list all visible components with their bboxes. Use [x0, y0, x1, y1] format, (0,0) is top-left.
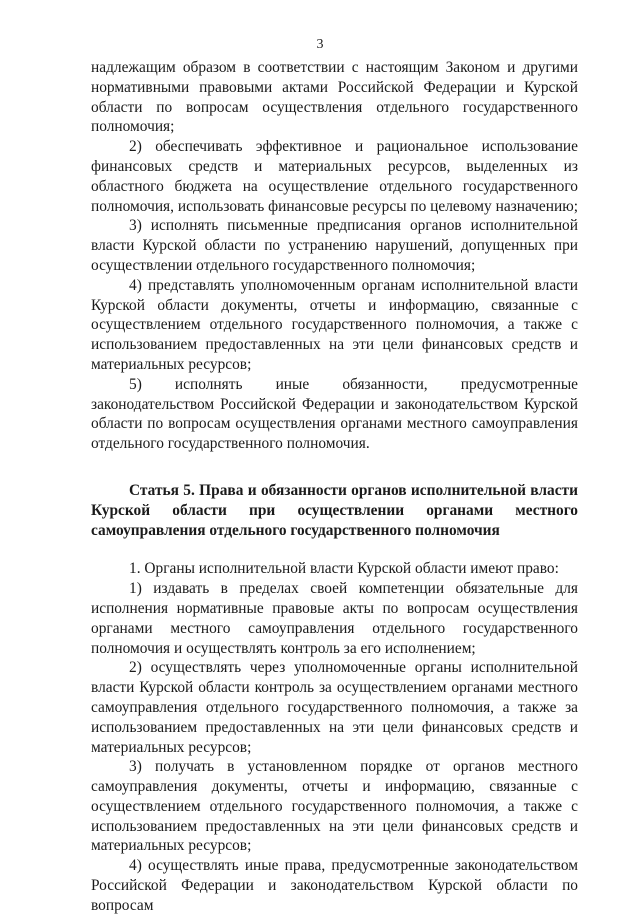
- paragraph-obligation-2: 2) обеспечивать эффективное и рациональное использование финансовых средств и материальных ресурсов, выделенных из областного бюджета на осуществление отдельного государственного полномочия, использовать финансовые ресурсы по целевому назначению;: [91, 138, 578, 215]
- paragraph-right-4: 4) осуществлять иные права, предусмотренные законодательством Российской Федерации и законодательством Курской области по вопросам: [91, 857, 578, 914]
- paragraph-obligation-5: 5) исполнять иные обязанности, предусмотренные законодательством Российской Федерации и законодательством Курской области по вопросам осуществления органами местного самоуправления отдельного государственного полномочия.: [91, 375, 578, 453]
- paragraph-obligation-3: 3) исполнять письменные предписания органов исполнительной власти Курской области по устранению нарушений, допущенных при осуществлении отдельного государственного полномочия;: [91, 217, 578, 274]
- paragraph-right-3: 3) получать в установленном порядке от органов местного самоуправления документы, отчеты и информацию, связанные с осуществлением отдельного государственного полномочия, а также с использованием предоставленных на эти цели финансовых средств и материальных ресурсов;: [91, 758, 578, 855]
- document-body: [91, 58, 578, 916]
- article-5-heading: Статья 5. Права и обязанности органов исполнительной власти Курской области при осуществлении органами местного самоуправления отдельного государственного полномочия: [91, 481, 578, 539]
- paragraph-right-2: 2) осуществлять через уполномоченные органы исполнительной власти Курской области контроль за осуществлением органами местного самоуправления отдельного государственного полномочия, а также за использованием предоставленных на эти цели финансовых средств и материальных ресурсов;: [91, 659, 578, 756]
- paragraph-obligation-4: 4) представлять уполномоченным органам исполнительной власти Курской области документы, отчеты и информацию, связанные с осуществлением отдельного государственного полномочия, а также с использованием предоставленных на эти цели финансовых средств и материальных ресурсов;: [91, 276, 578, 373]
- paragraph-continuation: надлежащим образом в соответствии с настоящим Законом и другими нормативными правовыми актами Российской Федерации и Курской области по вопросам осуществления отдельного государственного полномочия;: [91, 59, 578, 136]
- paragraph-right-1: 1) издавать в пределах своей компетенции обязательные для исполнения нормативные правовые акты по вопросам осуществления органами местного самоуправления отдельного государственного полномочия и осуществлять контроль за его исполнением;: [91, 580, 578, 657]
- paragraph-rights-intro: 1. Органы исполнительной власти Курской области имеют право:: [129, 560, 559, 578]
- page-number: 3: [316, 37, 324, 52]
